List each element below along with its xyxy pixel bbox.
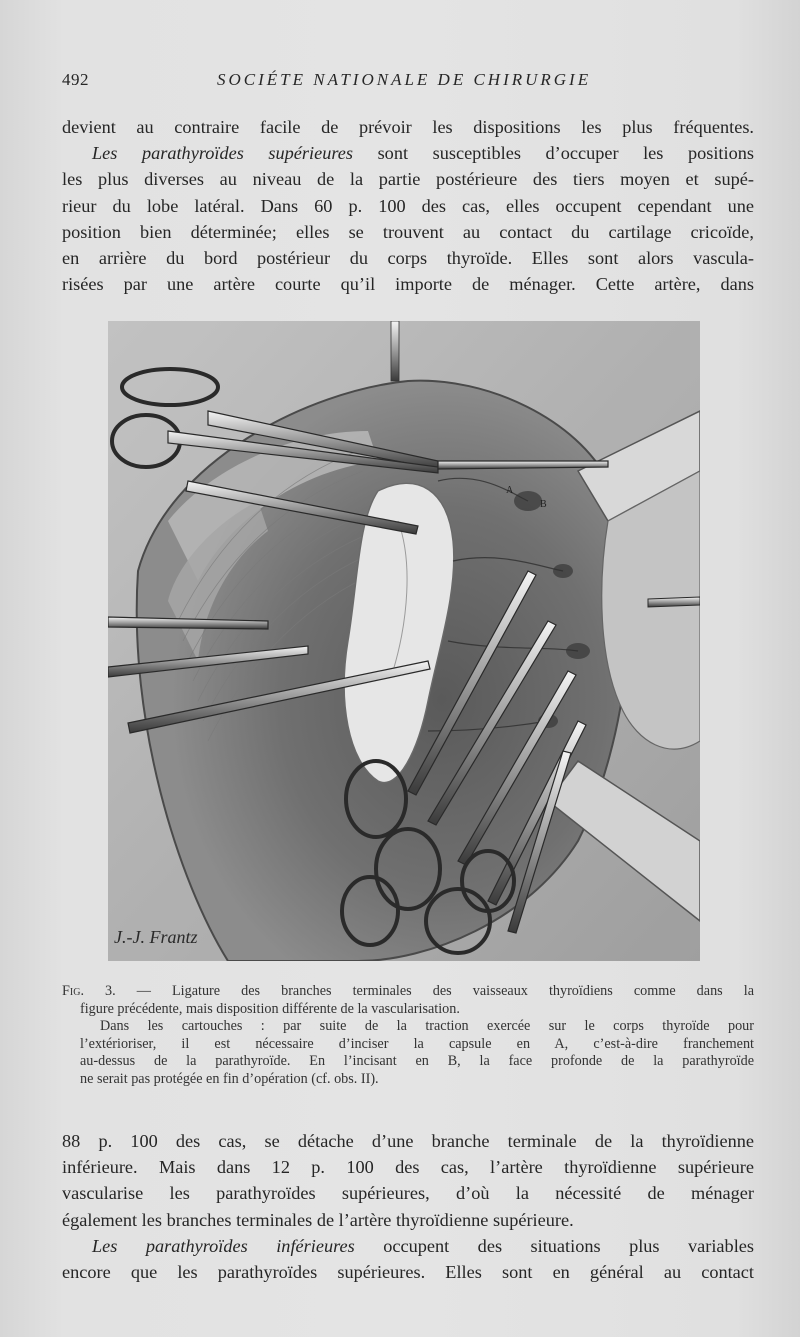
text-line	[62, 1233, 754, 1259]
caption-line: ne serait pas protégée en fin d’opération (cf. obs. II).	[80, 1070, 379, 1087]
figure-label: Fig. 3.	[62, 983, 116, 999]
figure-caption	[62, 983, 754, 1089]
text-line: position bien déterminée; elles se trouvent au contact du cartilage cricoïde,	[62, 221, 754, 242]
artist-signature: J.-J. Frantz	[114, 927, 198, 947]
caption-line	[62, 983, 754, 1001]
text-line: également les branches terminales de l’artère thyroïdienne supérieure.	[62, 1209, 574, 1230]
text-line: 88 p. 100 des cas, se détache d’une branche terminale de la thyroïdienne	[62, 1131, 754, 1151]
surgical-illustration	[108, 321, 700, 961]
text-line: rieur du lobe latéral. Dans 60 p. 100 des cas, elles occupent cependant une	[62, 195, 754, 216]
text-line: risées par une artère courte qu’il importe de ménager. Cette artère, dans	[62, 274, 754, 295]
text-line: devient au contraire facile de prévoir les dispositions les plus fréquentes.	[62, 117, 754, 137]
inset-label-a: A	[506, 485, 514, 496]
caption-line: Dans les cartouches : par suite de la traction exercée sur le corps thyroïde pour	[100, 1018, 754, 1035]
italic-heading: Les parathyroïdes inférieures	[92, 1235, 355, 1256]
text-span: sont susceptibles d’occuper les positions	[353, 143, 754, 164]
text-span: occupent des situations plus variables	[354, 1235, 754, 1256]
text-line: vascularise les parathyroïdes supérieures, d’où la nécessité de ménager	[62, 1183, 754, 1204]
caption-line: l’extérioriser, il est nécessaire d’inciser la capsule en A, c’est-à-dire franchement	[80, 1035, 754, 1052]
text-line	[62, 140, 754, 166]
page-number: 492	[62, 70, 89, 89]
running-title: SOCIÉTE NATIONALE DE CHIRURGIE	[217, 70, 592, 89]
body-text-top	[62, 114, 754, 297]
caption-text: — Ligature des branches terminales des vaisseaux thyroïdiens comme dans la	[115, 983, 754, 999]
caption-line: au-dessus de la parathyroïde. En l’incisant en B, la face profonde de la parathyroïde	[80, 1053, 754, 1070]
inset-label-b: B	[540, 499, 547, 510]
body-text-bottom	[62, 1128, 754, 1285]
text-line: inférieure. Mais dans 12 p. 100 des cas, l’artère thyroïdienne supérieure	[62, 1157, 754, 1178]
page-header	[62, 70, 752, 96]
caption-line: figure précédente, mais disposition différente de la vascularisation.	[80, 1000, 460, 1017]
text-line: encore que les parathyroïdes supérieures. Elles sont en général au contact	[62, 1261, 754, 1282]
italic-heading: Les parathyroïdes supérieures	[92, 143, 354, 164]
illustration-drawing	[108, 321, 700, 961]
text-line: en arrière du bord postérieur du corps thyroïde. Elles sont alors vascula-	[62, 247, 754, 268]
text-line: les plus diverses au niveau de la partie postérieure des tiers moyen et supé-	[62, 169, 754, 190]
